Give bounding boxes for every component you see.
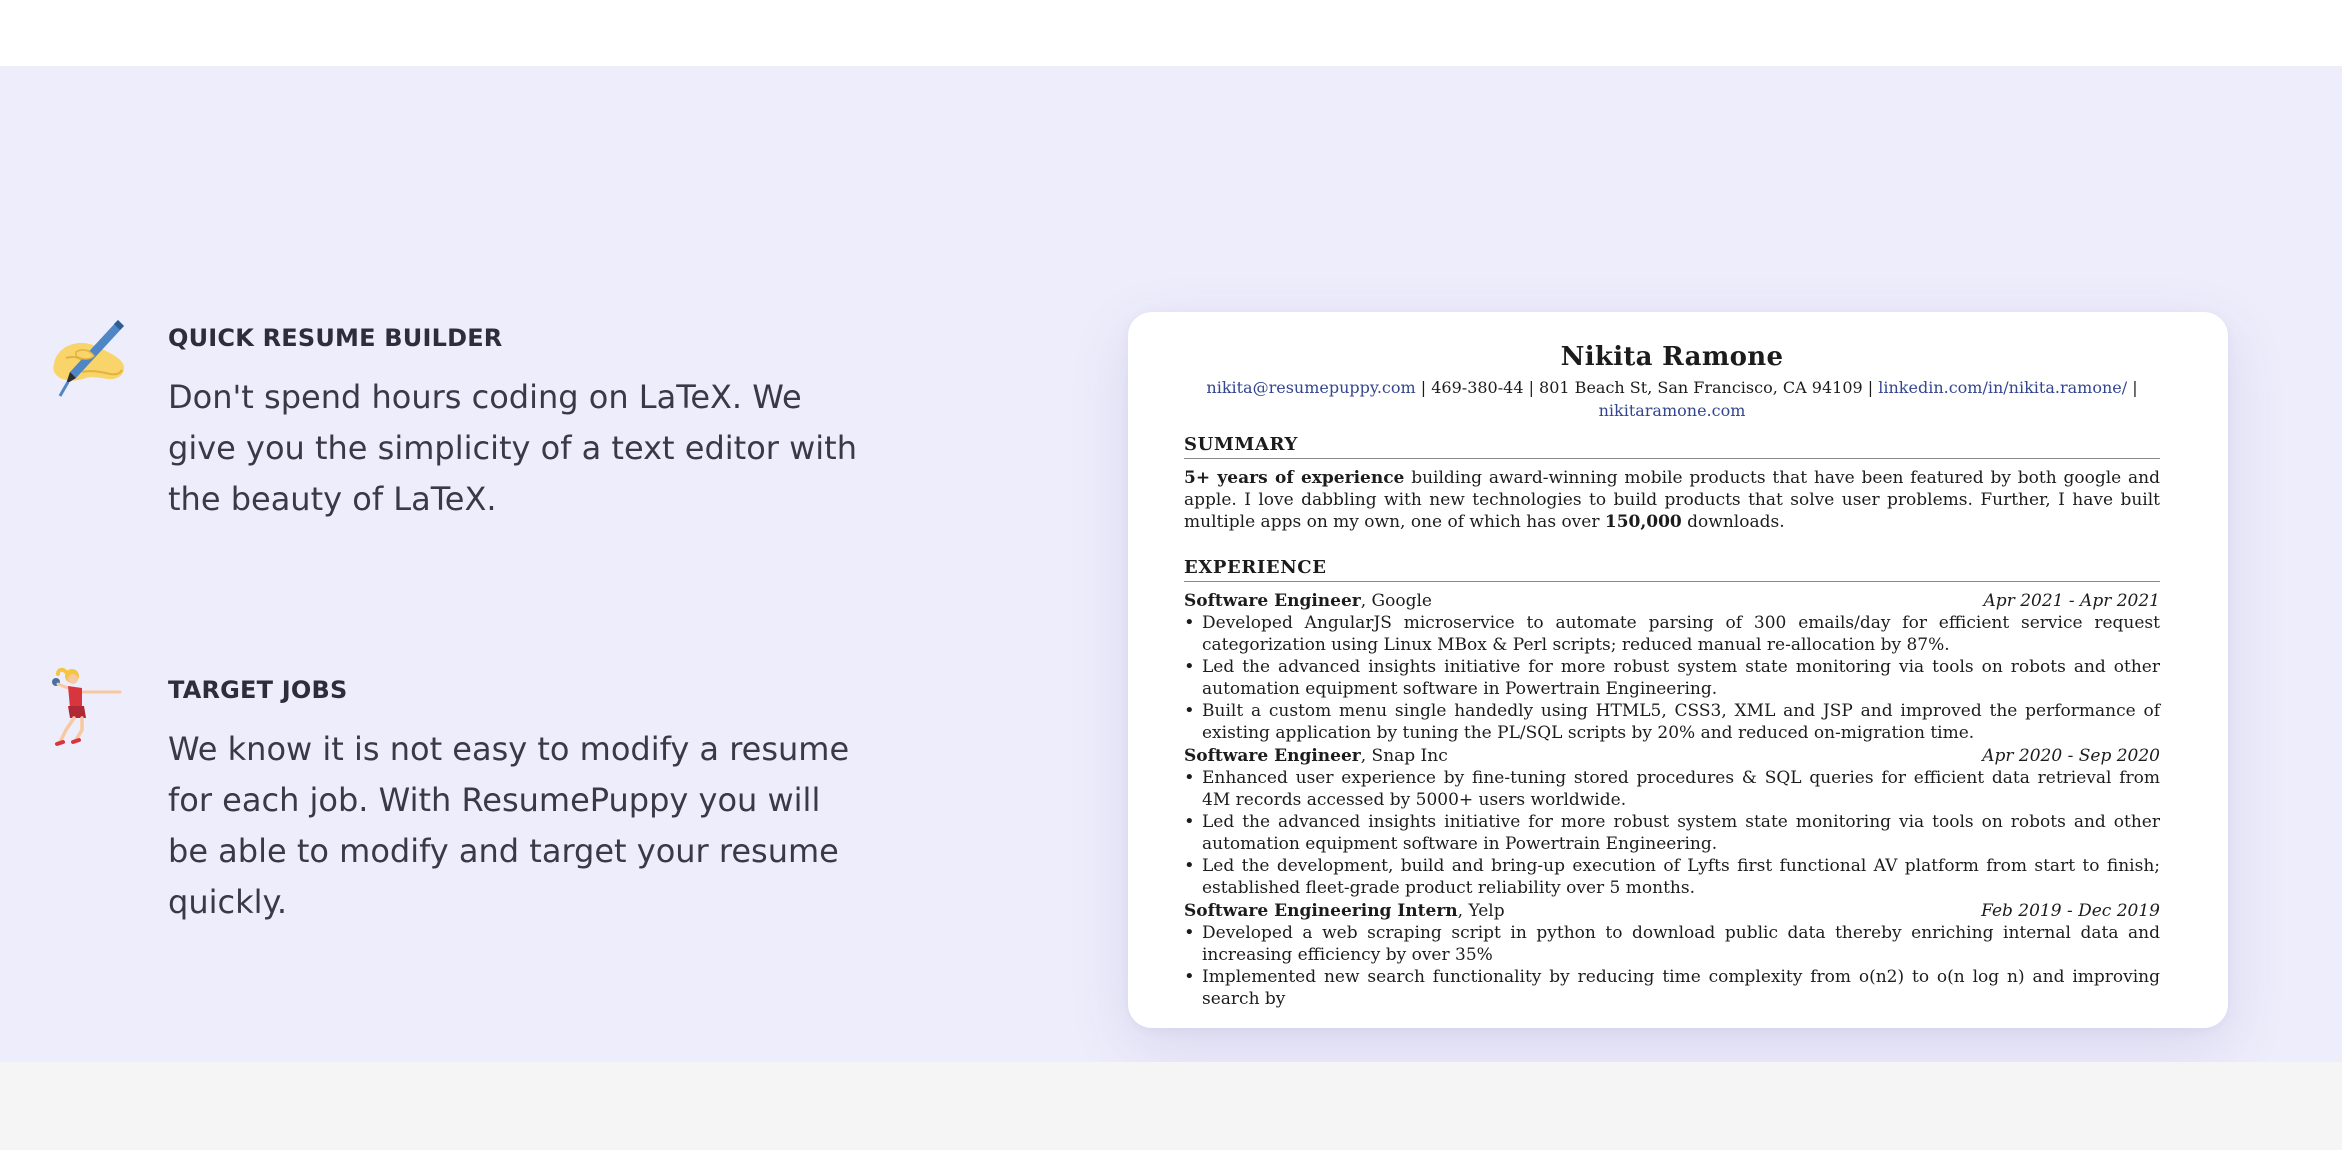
feature-description: We know it is not easy to modify a resume for each job. With ResumePuppy you will be able to modify and target your resume quickly. (168, 730, 850, 921)
job-bullets (1184, 612, 2160, 744)
resume-linkedin-link[interactable]: linkedin.com/in/nikita.ramone/ (1878, 378, 2128, 397)
feature-title: QUICK RESUME BUILDER (168, 324, 503, 352)
summary-text-end: downloads. (1681, 512, 1785, 532)
job-company: , Yelp (1457, 901, 1505, 921)
job-title: Software Engineer (1184, 591, 1361, 611)
writing-hand-icon (46, 312, 136, 402)
job-dates: Apr 2021 - Apr 2021 (1983, 591, 2160, 611)
resume-job (1184, 745, 2160, 899)
resume-experience-heading: EXPERIENCE (1184, 557, 2160, 582)
job-dates: Feb 2019 - Dec 2019 (1981, 901, 2160, 921)
job-company: , Snap Inc (1360, 746, 1448, 766)
resume-name: Nikita Ramone (1560, 342, 1784, 372)
summary-bold-experience: 5+ years of experience (1184, 468, 1405, 488)
bottom-strip (0, 1062, 2342, 1150)
job-dates: Apr 2020 - Sep 2020 (1982, 746, 2160, 766)
resume-email-link[interactable]: nikita@resumepuppy.com (1206, 378, 1416, 397)
job-bullet: • Developed AngularJS microservice to automate parsing of 300 emails/day for efficient service request categorization using Linux MBox & Perl scripts; reduced manual re-allocation by 87%. (1184, 612, 2160, 656)
job-title: Software Engineer (1184, 746, 1361, 766)
resume-preview-card (1128, 312, 2228, 1028)
job-bullet: • Built a custom menu single handedly using HTML5, CSS3, XML and JSP and improved the performance of existing application by tuning the PL/SQL scripts by 20% and reduced on-migration time. (1184, 700, 2160, 744)
resume-summary (1184, 467, 2160, 533)
job-header (1184, 745, 2160, 767)
resume-job (1184, 900, 2160, 1010)
resume-contact (1184, 376, 2160, 422)
handball-player-icon (46, 664, 136, 754)
features-section (0, 66, 2342, 1062)
top-strip (0, 0, 2342, 66)
resume-summary-heading: SUMMARY (1184, 434, 2160, 459)
resume-contact-details: | 469-380-44 | 801 Beach St, San Francisco, CA 94109 | (1420, 378, 1874, 397)
job-bullet: • Led the development, build and bring-up execution of Lyfts first functional AV platform from start to finish; established fleet-grade product reliability over 5 months. (1184, 855, 2160, 899)
job-bullet: • Implemented new search functionality by reducing time complexity from o(n2) to o(n log n) and improving search by (1184, 966, 2160, 1010)
job-bullet: • Enhanced user experience by fine-tuning stored procedures & SQL queries for efficient data retrieval from 4M records accessed by 5000+ users worldwide. (1184, 767, 2160, 811)
job-bullet: • Developed a web scraping script in python to download public data thereby enriching internal data and increasing efficiency by over 35% (1184, 922, 2160, 966)
feature-description: Don't spend hours coding on LaTeX. We give you the simplicity of a text editor with the beauty of LaTeX. (168, 378, 857, 518)
resume-document (1184, 340, 2160, 1010)
job-header (1184, 590, 2160, 612)
feature-title: TARGET JOBS (168, 676, 348, 704)
summary-bold-downloads: 150,000 (1604, 512, 1682, 532)
resume-job (1184, 590, 2160, 744)
job-bullets (1184, 767, 2160, 899)
job-header (1184, 900, 2160, 922)
job-title: Software Engineering Intern (1184, 901, 1458, 921)
job-bullets (1184, 922, 2160, 1010)
resume-website-link[interactable]: nikitaramone.com (1598, 401, 1746, 420)
job-company: , Google (1360, 591, 1432, 611)
summary-text: building award-winning mobile products that have been featured by both google and apple. I love dabbling with new technologies to build products that solve user problems. Further, I have built multiple apps on my own, one of which has over (1184, 468, 2160, 532)
job-bullet: • Led the advanced insights initiative for more robust system state monitoring via tools on robots and other automation equipment software in Powertrain Engineering. (1184, 656, 2160, 700)
job-bullet: • Led the advanced insights initiative for more robust system state monitoring via tools on robots and other automation equipment software in Powertrain Engineering. (1184, 811, 2160, 855)
resume-contact-separator: | (2132, 378, 2138, 397)
